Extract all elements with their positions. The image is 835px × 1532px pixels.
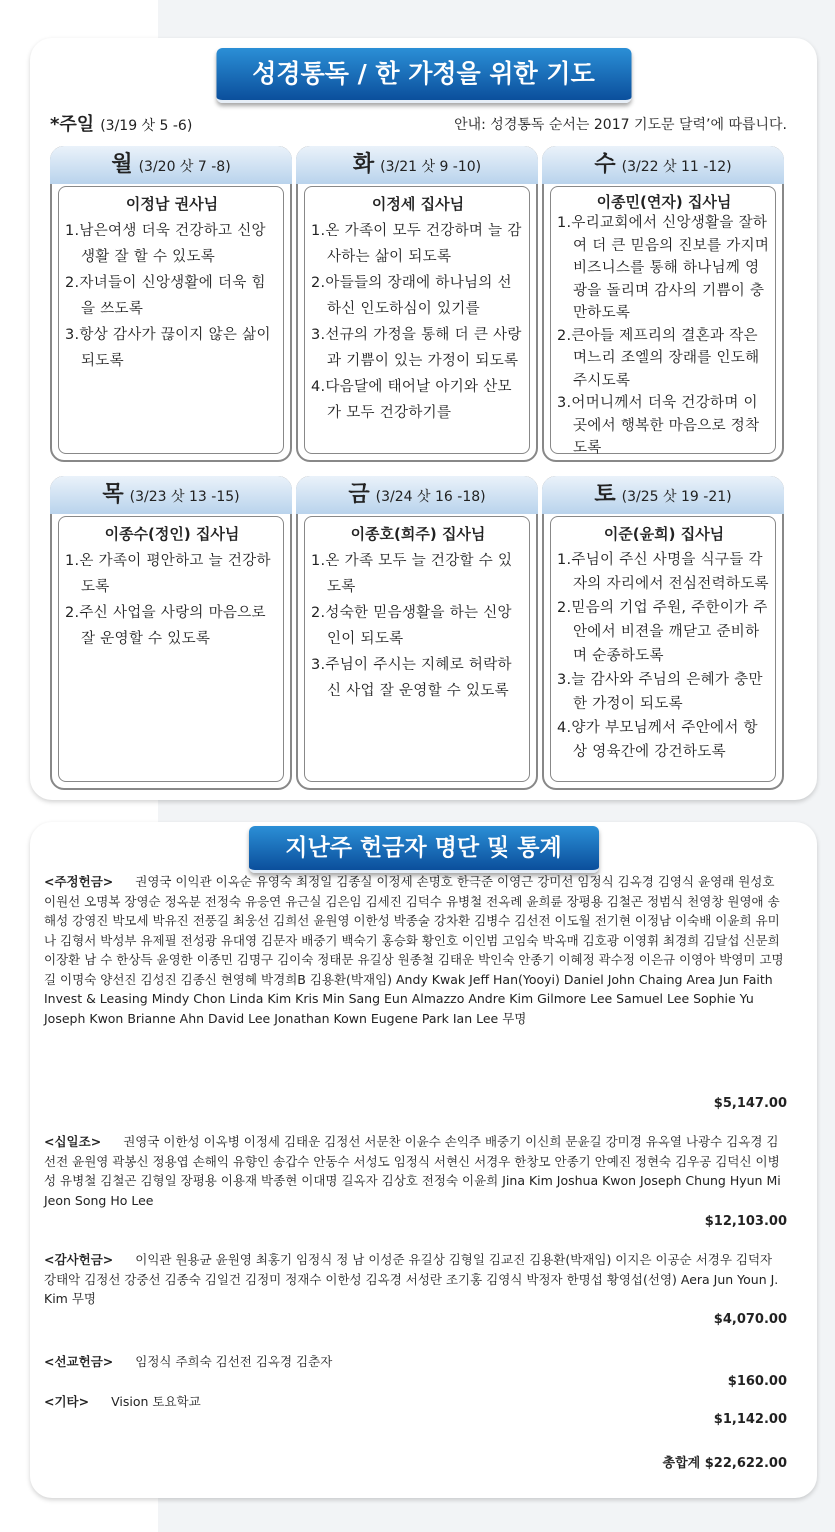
prayer-item: 3.항상 감사가 끊이지 않은 삶이 되도록 bbox=[65, 327, 271, 369]
day-name: 금 bbox=[348, 482, 370, 507]
offering-names: 권영국 이한성 이옥병 이정세 김태운 김정선 서문찬 이윤수 손익주 배중기 이신희 문윤길 강미경 유옥열 나광수 김옥경 김선전 윤원영 곽봉신 정용엽 손해익 유향인 송갑수 안동수 서성도 임정식 서현신 서경우 한창모 안종기 안예진 정현숙 김우공 김덕신 이병성 유병철 김철곤 김형일 장평용 이용재 박종현 이대명 길옥자 김상호 전정숙 이윤희 Jina Kim Joshua Kwon Joseph Chung Hyun Mi Jeon Song Ho Lee bbox=[44, 1134, 781, 1208]
prayer-box bbox=[58, 186, 284, 454]
prayer-title-banner: 성경통독 / 한 가정을 위한 기도 bbox=[216, 48, 631, 103]
person-name: 이종민(연자) 집사님 bbox=[596, 193, 732, 211]
day-name: 월 bbox=[111, 152, 133, 177]
day-name: 목 bbox=[102, 482, 124, 507]
prayer-item: 2.주신 사업을 사랑의 마음으로 잘 운영할 수 있도록 bbox=[65, 605, 266, 647]
offering-title-banner: 지난주 헌금자 명단 및 통계 bbox=[249, 826, 599, 873]
prayer-item: 2.자녀들이 신앙생활에 더욱 힘을 쓰도록 bbox=[65, 275, 266, 317]
day-ref: (3/21 삿 9 -10) bbox=[380, 159, 482, 175]
offering-category: <십일조> bbox=[44, 1134, 102, 1149]
offering-category: <주정헌금> bbox=[44, 874, 114, 889]
prayer-item: 1.온 가족 모두 늘 건강할 수 있도록 bbox=[311, 553, 513, 595]
prayer-item: 2.아들들의 장래에 하나님의 선하신 인도하심이 있기를 bbox=[311, 275, 512, 317]
offering-amount: $12,103.00 bbox=[704, 1214, 787, 1229]
prayer-item: 3.늘 감사와 주님의 은혜가 충만한 가정이 되도록 bbox=[557, 672, 763, 712]
sunday-label: *주일 bbox=[50, 114, 95, 135]
prayer-item: 1.남은여생 더욱 건강하고 신앙생활 잘 할 수 있도록 bbox=[65, 223, 266, 265]
offering-category: <기타> bbox=[44, 1394, 90, 1409]
day-header bbox=[542, 146, 784, 184]
person-name: 이정남 권사님 bbox=[125, 195, 219, 213]
person-name: 이준(윤희) 집사님 bbox=[603, 525, 725, 543]
day-header bbox=[50, 476, 292, 514]
day-ref: (3/20 삿 7 -8) bbox=[138, 159, 231, 175]
day-card-mon bbox=[50, 146, 292, 462]
prayer-item: 4.다음달에 태어날 아기와 산모가 모두 건강하기를 bbox=[311, 379, 512, 421]
prayer-item: 1.우리교회에서 신앙생활을 잘하여 더 큰 믿음의 진보를 가지며 비즈니스를 통해 하나님께 영광을 돌리며 감사의 기쁨이 충만하도록 bbox=[557, 215, 770, 321]
day-header bbox=[542, 476, 784, 514]
person-name: 이정세 집사님 bbox=[371, 195, 465, 213]
offering-amount: $1,142.00 bbox=[713, 1412, 787, 1427]
day-ref: (3/22 삿 11 -12) bbox=[621, 159, 732, 175]
offering-names: 임정식 주희숙 김선전 김옥경 김춘자 bbox=[135, 1354, 333, 1369]
day-ref: (3/25 삿 19 -21) bbox=[621, 489, 732, 505]
day-card-tue bbox=[296, 146, 538, 462]
offering-amount: $160.00 bbox=[727, 1374, 787, 1389]
prayer-box bbox=[304, 186, 530, 454]
prayer-item: 1.온 가족이 모두 건강하며 늘 감사하는 삶이 되도록 bbox=[311, 223, 522, 265]
prayer-item: 3.선규의 가정을 통해 더 큰 사랑과 기쁨이 있는 가정이 되도록 bbox=[311, 327, 522, 369]
day-header bbox=[296, 146, 538, 184]
day-card-thu bbox=[50, 476, 292, 790]
offering-amount: $4,070.00 bbox=[713, 1312, 787, 1327]
prayer-item: 3.주님이 주시는 지혜로 허락하신 사업 잘 운영할 수 있도록 bbox=[311, 657, 512, 699]
sunday-ref: (3/19 삿 5 -6) bbox=[100, 118, 193, 134]
prayer-item: 1.주님이 주신 사명을 식구들 각자의 자리에서 전심전력하도록 bbox=[557, 552, 769, 592]
offering-names: 권영국 이익관 이옥순 유영숙 최정일 김종실 이정세 손명호 한극준 이영근 강미선 임정식 김옥경 김영식 윤영래 원성호 이원선 오명복 장영순 정옥분 전정숙 유응연 유근실 김은임 김세진 김덕수 유병철 전옥례 윤희륜 장평용 김철곤 정범식 천영창 원영애 송해성 강영진 박모세 박유진 전풍길 최웅선 김희선 윤원영 이한성 박종술 강차환 김병수 김선전 이도월 전기현 이정남 이숙배 이윤희 유미나 김형서 박성부 유제필 전성광 유대영 김문자 배중기 백숙기 홍승화 황인호 이인범 고임숙 박옥매 김호광 이영휘 최경희 김달섭 신문희 이장환 남 수 한상득 윤영한 이종민 김명구 김이숙 정태문 유길상 원종철 김태운 박인숙 안종기 이혜정 곽수정 이은규 이영아 박영미 고명길 이명숙 양선진 김성진 김종신 현영혜 박경희B 김용환(박재임) Andy Kwak Jeff Han(Yooyi) Daniel John Chaing Area Jun Faith Invest & Leasing Mindy Chon Linda Kim Kris Min Sang Eun Almazzo Andre Kim Gilmore Lee Samuel Lee Sophie Yu Joseph Kwon Brianne Ahn David Lee Jonathan Kown Eugene Park Ian Lee 무명 bbox=[44, 874, 784, 1026]
day-card-wed bbox=[542, 146, 784, 462]
person-name: 이종수(정인) 집사님 bbox=[104, 525, 240, 543]
day-card-fri bbox=[296, 476, 538, 790]
offering-tithe-weekly bbox=[44, 872, 787, 1028]
offering-category: <감사헌금> bbox=[44, 1252, 114, 1267]
sunday-reading bbox=[50, 110, 192, 136]
day-name: 토 bbox=[594, 482, 616, 507]
day-header bbox=[50, 146, 292, 184]
offering-total: 총합계 $22,622.00 bbox=[662, 1456, 787, 1471]
offering-other bbox=[44, 1392, 787, 1412]
prayer-box bbox=[550, 516, 776, 782]
prayer-box bbox=[58, 516, 284, 782]
prayer-item: 1.온 가족이 평안하고 늘 건강하도록 bbox=[65, 553, 271, 595]
prayer-item: 3.어머니께서 더욱 건강하며 이곳에서 행복한 마음으로 정착도록 bbox=[557, 395, 760, 456]
offering-category: <선교헌금> bbox=[44, 1354, 114, 1369]
day-name: 수 bbox=[594, 152, 616, 177]
offering-panel bbox=[30, 822, 817, 1498]
prayer-item: 2.큰아들 제프리의 결혼과 작은며느리 조엘의 장래를 인도해 주시도록 bbox=[557, 327, 760, 389]
offering-amount: $5,147.00 bbox=[713, 1096, 787, 1111]
person-name: 이종호(희주) 집사님 bbox=[350, 525, 486, 543]
day-card-sat bbox=[542, 476, 784, 790]
prayer-item: 2.믿음의 기업 주원, 주한이가 주안에서 비젼을 깨닫고 준비하며 순종하도록 bbox=[557, 600, 768, 664]
day-ref: (3/24 삿 16 -18) bbox=[375, 489, 486, 505]
day-header bbox=[296, 476, 538, 514]
prayer-panel bbox=[30, 38, 817, 800]
reading-notice: 안내: 성경통독 순서는 2017 기도문 달력’에 따릅니다. bbox=[454, 117, 787, 133]
prayer-box bbox=[550, 186, 776, 454]
day-ref: (3/23 삿 13 -15) bbox=[129, 489, 240, 505]
day-name: 화 bbox=[352, 152, 375, 177]
prayer-item: 4.양가 부모님께서 주안에서 항상 영육간에 강건하도록 bbox=[557, 720, 758, 760]
offering-names: Vision 토요학교 bbox=[111, 1394, 201, 1409]
offering-names: 이익관 원용균 윤원영 최홍기 임정식 정 남 이성준 유길상 김형일 김교진 김용환(박재임) 이지은 이공순 서경우 김덕자 강태악 김정선 강중선 김종숙 김일건 김정미 정재수 이한성 김옥경 서성란 조기홍 김영식 박정자 한명섭 황영섭(선영) Aera Jun Youn J. Kim 무명 bbox=[44, 1252, 779, 1306]
offering-tithe bbox=[44, 1132, 787, 1210]
prayer-box bbox=[304, 516, 530, 782]
offering-mission bbox=[44, 1352, 787, 1372]
prayer-item: 2.성숙한 믿음생활을 하는 신앙인이 되도록 bbox=[311, 605, 512, 647]
offering-thanks bbox=[44, 1250, 787, 1309]
